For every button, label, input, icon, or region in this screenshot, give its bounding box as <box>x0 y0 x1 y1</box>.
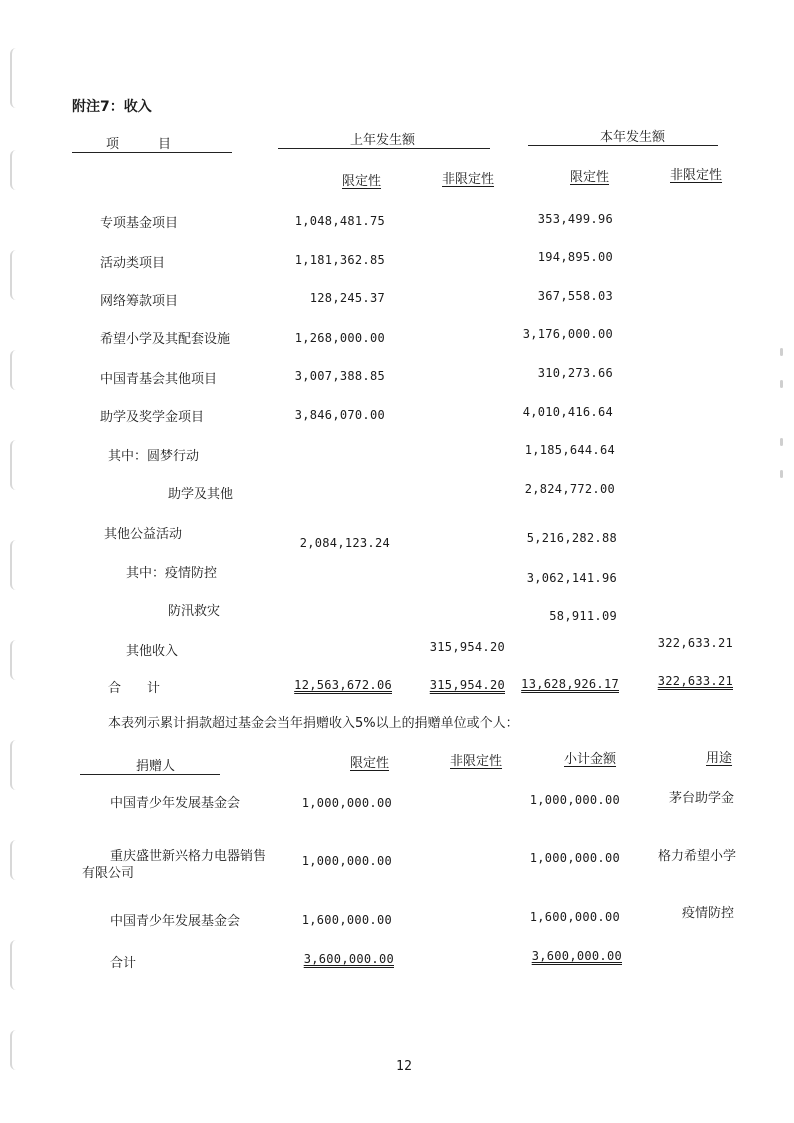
col-header-restricted: 限定性 <box>350 756 390 771</box>
donor-total-subtotal: 3,600,000.00 <box>531 949 622 963</box>
row-label: 专项基金项目 <box>100 216 179 231</box>
row-label: 其他收入 <box>126 644 179 659</box>
cell-prev-restricted: 3,007,388.85 <box>294 369 385 383</box>
col-header-purpose: 用途 <box>706 751 733 766</box>
col-header-prev-year: 上年发生额 <box>350 133 416 148</box>
total-curr-unrestricted: 322,633.21 <box>657 674 733 688</box>
donor-total-label: 合计 <box>110 956 137 971</box>
cell-prev-restricted: 1,181,362.85 <box>294 253 385 267</box>
cell-curr-restricted: 4,010,416.64 <box>522 405 613 419</box>
page-number: 12 <box>396 1059 413 1074</box>
col-header-unrestricted: 非限定性 <box>450 754 503 769</box>
cell-curr-restricted: 58,911.09 <box>549 609 617 623</box>
cell-curr-restricted: 353,499.96 <box>537 212 613 226</box>
row-label: 防汛救灾 <box>168 604 221 619</box>
donor-restricted: 1,000,000.00 <box>301 796 392 810</box>
header-rule-prev <box>278 148 490 149</box>
header-rule-donor <box>80 774 220 775</box>
row-label: 其中：圆梦行动 <box>108 449 200 464</box>
col-header-curr-year: 本年发生额 <box>600 130 666 145</box>
cell-curr-restricted: 310,273.66 <box>537 366 613 380</box>
donor-name-cont: 有限公司 <box>82 866 135 881</box>
donor-total-restricted: 3,600,000.00 <box>303 952 394 966</box>
cell-prev-restricted: 128,245.37 <box>309 291 385 305</box>
cell-prev-restricted: 1,268,000.00 <box>294 331 385 345</box>
total-prev-restricted: 12,563,672.06 <box>294 678 392 692</box>
donor-name: 中国青少年发展基金会 <box>110 914 241 929</box>
col-header-donor: 捐赠人 <box>136 759 176 774</box>
total-prev-unrestricted: 315,954.20 <box>429 678 505 692</box>
donor-restricted: 1,000,000.00 <box>301 854 392 868</box>
row-label: 其他公益活动 <box>104 527 183 542</box>
cell-curr-restricted: 5,216,282.88 <box>526 531 617 545</box>
row-label: 其中：疫情防控 <box>126 566 218 581</box>
total-curr-restricted: 13,628,926.17 <box>521 677 619 691</box>
cell-prev-unrestricted: 315,954.20 <box>429 640 505 654</box>
donor-purpose: 疫情防控 <box>681 906 734 921</box>
donor-name: 重庆盛世新兴格力电器销售 <box>110 849 267 864</box>
cell-curr-restricted: 1,185,644.64 <box>524 443 615 457</box>
row-label: 希望小学及其配套设施 <box>100 332 231 347</box>
cell-curr-restricted: 3,176,000.00 <box>522 327 613 341</box>
donor-purpose: 格力希望小学 <box>657 849 736 864</box>
donor-name: 中国青少年发展基金会 <box>110 796 241 811</box>
cell-prev-restricted: 3,846,070.00 <box>294 408 385 422</box>
subheader-prev-unrestricted: 非限定性 <box>442 172 495 187</box>
cell-prev-restricted: 1,048,481.75 <box>294 214 385 228</box>
subheader-curr-unrestricted: 非限定性 <box>670 168 723 183</box>
cell-curr-restricted: 3,062,141.96 <box>526 571 617 585</box>
row-label: 助学及奖学金项目 <box>100 410 205 425</box>
header-rule-curr <box>528 145 718 146</box>
col-header-item: 项 目 <box>106 137 172 152</box>
row-label: 网络筹款项目 <box>100 294 179 309</box>
cell-curr-restricted: 194,895.00 <box>537 250 613 264</box>
cell-curr-restricted: 2,824,772.00 <box>524 482 615 496</box>
donor-purpose: 茅台助学金 <box>668 791 734 806</box>
cell-curr-restricted: 367,558.03 <box>537 289 613 303</box>
subheader-prev-restricted: 限定性 <box>342 174 382 189</box>
cell-curr-unrestricted: 322,633.21 <box>657 636 733 650</box>
cell-prev-restricted: 2,084,123.24 <box>299 536 390 550</box>
row-label: 助学及其他 <box>168 487 234 502</box>
donor-note: 本表列示累计捐款超过基金会当年捐赠收入5%以上的捐赠单位或个人： <box>108 716 519 731</box>
donor-subtotal: 1,000,000.00 <box>529 851 620 865</box>
subheader-curr-restricted: 限定性 <box>570 170 610 185</box>
donor-subtotal: 1,000,000.00 <box>529 793 620 807</box>
row-label: 活动类项目 <box>100 256 166 271</box>
donor-restricted: 1,600,000.00 <box>301 913 392 927</box>
col-header-subtotal: 小计金额 <box>564 752 617 767</box>
header-rule-item <box>72 152 232 153</box>
row-label: 中国青基会其他项目 <box>100 372 218 387</box>
note-title: 附注7：收入 <box>72 99 152 115</box>
total-label: 合 计 <box>108 681 161 696</box>
donor-subtotal: 1,600,000.00 <box>529 910 620 924</box>
